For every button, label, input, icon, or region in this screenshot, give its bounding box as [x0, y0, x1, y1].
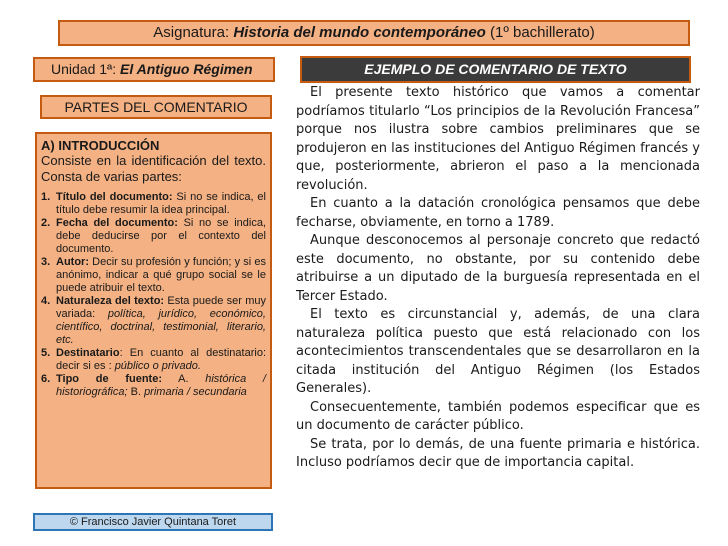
item-title: Naturaleza del texto:	[56, 295, 165, 307]
item-title: Autor:	[56, 256, 89, 268]
subject-suffix: (1º bachillerato)	[485, 24, 595, 41]
item-body-2: B.	[127, 386, 145, 398]
item-italic: política, jurídico, económico, científico, doctrinal, testimonial, literario, etc.	[56, 308, 266, 346]
list-item	[41, 373, 266, 399]
commentary-paragraph: Aunque desconocemos al personaje concreto que redactó este documento, no obstante, por su contenido debe atribuirse a un diputado de la burguesía representada en el Tercer Estado.	[296, 233, 700, 304]
list-item	[41, 217, 266, 256]
item-italic-2: primaria / secundaria	[144, 386, 247, 398]
copyright-label: © Francisco Javier Quintana Toret	[33, 513, 273, 531]
item-title: Título del documento:	[56, 191, 173, 203]
commentary-paragraph: Se trata, por lo demás, de una fuente primaria e histórica. Incluso podríamos decir que de importancia capital.	[296, 436, 700, 470]
unit-prefix: Unidad 1ª:	[51, 61, 121, 77]
list-item	[41, 191, 266, 217]
item-body: Esta puede ser muy variada:	[56, 295, 266, 320]
example-commentary	[296, 84, 700, 524]
example-title: EJEMPLO DE COMENTARIO DE TEXTO	[300, 56, 691, 83]
list-item	[41, 256, 266, 295]
item-number: 1.	[41, 191, 51, 203]
item-italic: público o privado.	[114, 360, 201, 372]
item-title: Tipo de fuente:	[56, 373, 162, 385]
commentary-paragraph: El presente texto histórico que vamos a comentar podríamos titularlo “Los principios de la Revolución Francesa” porque nos ilustra sobre cambios preliminares que se produjeron en las instituciones del Antiguo Régimen francés y que, posteriormente, abrieron el paso a la mencionada revolución.	[296, 85, 700, 193]
commentary-paragraph: El texto es circunstancial y, además, de una clara naturaleza política puesto que está relacionado con los acontecimientos transcendentales que se desarrollaron en la citada institución del Antiguo Régimen (los Estados Generales).	[296, 307, 700, 396]
item-body: Si no se indica, debe deducirse por el contexto del documento.	[56, 217, 266, 255]
item-title: Destinatario	[56, 347, 120, 359]
item-italic: histórica / historiográfica;	[56, 373, 266, 398]
commentary-paragraph: Consecuentemente, también podemos especificar que es un documento de carácter público.	[296, 399, 700, 433]
subject-name: Historia del mundo contemporáneo	[233, 24, 486, 41]
introduction-description: Consiste en la identificación del texto. Consta de varias partes:	[41, 153, 266, 184]
unit-label	[33, 57, 275, 82]
item-title: Fecha del documento:	[56, 217, 178, 229]
introduction-heading: A) INTRODUCCIÓN	[41, 138, 160, 153]
item-number: 4.	[41, 295, 51, 307]
parts-title: PARTES DEL COMENTARIO	[40, 95, 272, 119]
introduction-list	[41, 191, 266, 399]
item-number: 6.	[41, 373, 51, 385]
item-body: Decir su profesión y función; y si es anónimo, indicar a qué grupo social se le puede atribuir el texto.	[56, 256, 266, 294]
subject-prefix: Asignatura:	[153, 24, 234, 41]
unit-name: El Antiguo Régimen	[120, 61, 253, 77]
item-number: 3.	[41, 256, 51, 268]
item-body: Si no se indica, el título debe resumir la idea principal.	[56, 191, 266, 216]
list-item	[41, 295, 266, 347]
commentary-paragraph: En cuanto a la datación cronológica pensamos que debe fecharse, obviamente, en torno a 1789.	[296, 196, 700, 230]
item-number: 2.	[41, 217, 51, 229]
introduction-panel	[35, 132, 272, 489]
subject-title-bar	[58, 20, 690, 46]
item-number: 5.	[41, 347, 51, 359]
list-item	[41, 347, 266, 373]
item-body: : En cuanto al destinatario: decir si es :	[56, 347, 266, 372]
item-body: A.	[161, 373, 206, 385]
